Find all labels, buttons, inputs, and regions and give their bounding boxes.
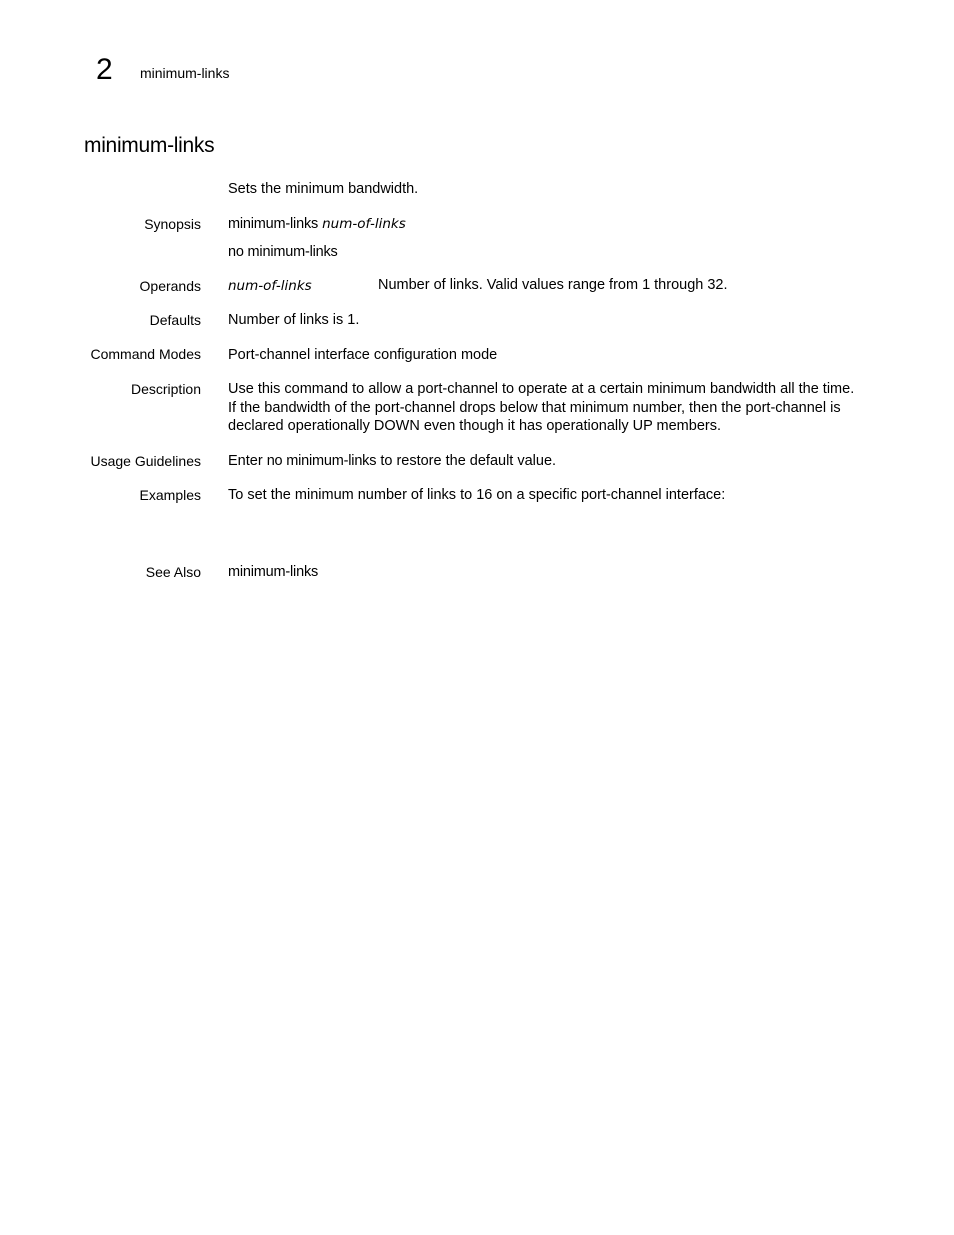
operand-name: num-of-links [228,278,312,294]
examples-label: Examples [139,487,201,503]
synopsis-label: Synopsis [144,216,201,232]
see-also-label: See Also [145,564,201,580]
usage-prefix: Enter [228,453,267,469]
command-modes-label: Command Modes [90,346,201,362]
description-line-1: Use this command to allow a port-channel to operate at a certain minimum bandwidth all the time. [228,381,855,397]
usage-guidelines-text [228,452,556,471]
chapter-number: 2 [96,53,113,86]
usage-guidelines-label: Usage Guidelines [90,453,201,469]
usage-suffix: to restore the default value. [376,453,557,469]
see-also-link[interactable]: minimum-links [228,564,319,580]
defaults-text: Number of links is 1. [228,312,360,328]
synopsis-line-2: no minimum-links [228,244,338,260]
operands-label: Operands [139,278,201,294]
description-label: Description [130,381,201,397]
summary-text: Sets the minimum bandwidth. [228,181,419,197]
usage-command: no minimum-links [266,453,377,469]
synopsis-line-1 [228,215,406,234]
operand-description: Number of links. Valid values range from 1 through 32. [378,277,728,293]
defaults-label: Defaults [149,312,201,328]
synopsis-command: minimum-links [228,216,319,232]
description-line-3: declared operationally DOWN even though it has operationally UP members. [228,418,721,434]
running-title: minimum-links [140,65,230,81]
description-line-2: If the bandwidth of the port-channel drops below that minimum number, then the port-channel is [228,400,841,416]
examples-text: To set the minimum number of links to 16 on a specific port-channel interface: [228,487,726,503]
section-title: minimum-links [84,134,215,157]
command-modes-text: Port-channel interface configuration mode [228,347,498,363]
synopsis-argument: num-of-links [322,216,406,232]
